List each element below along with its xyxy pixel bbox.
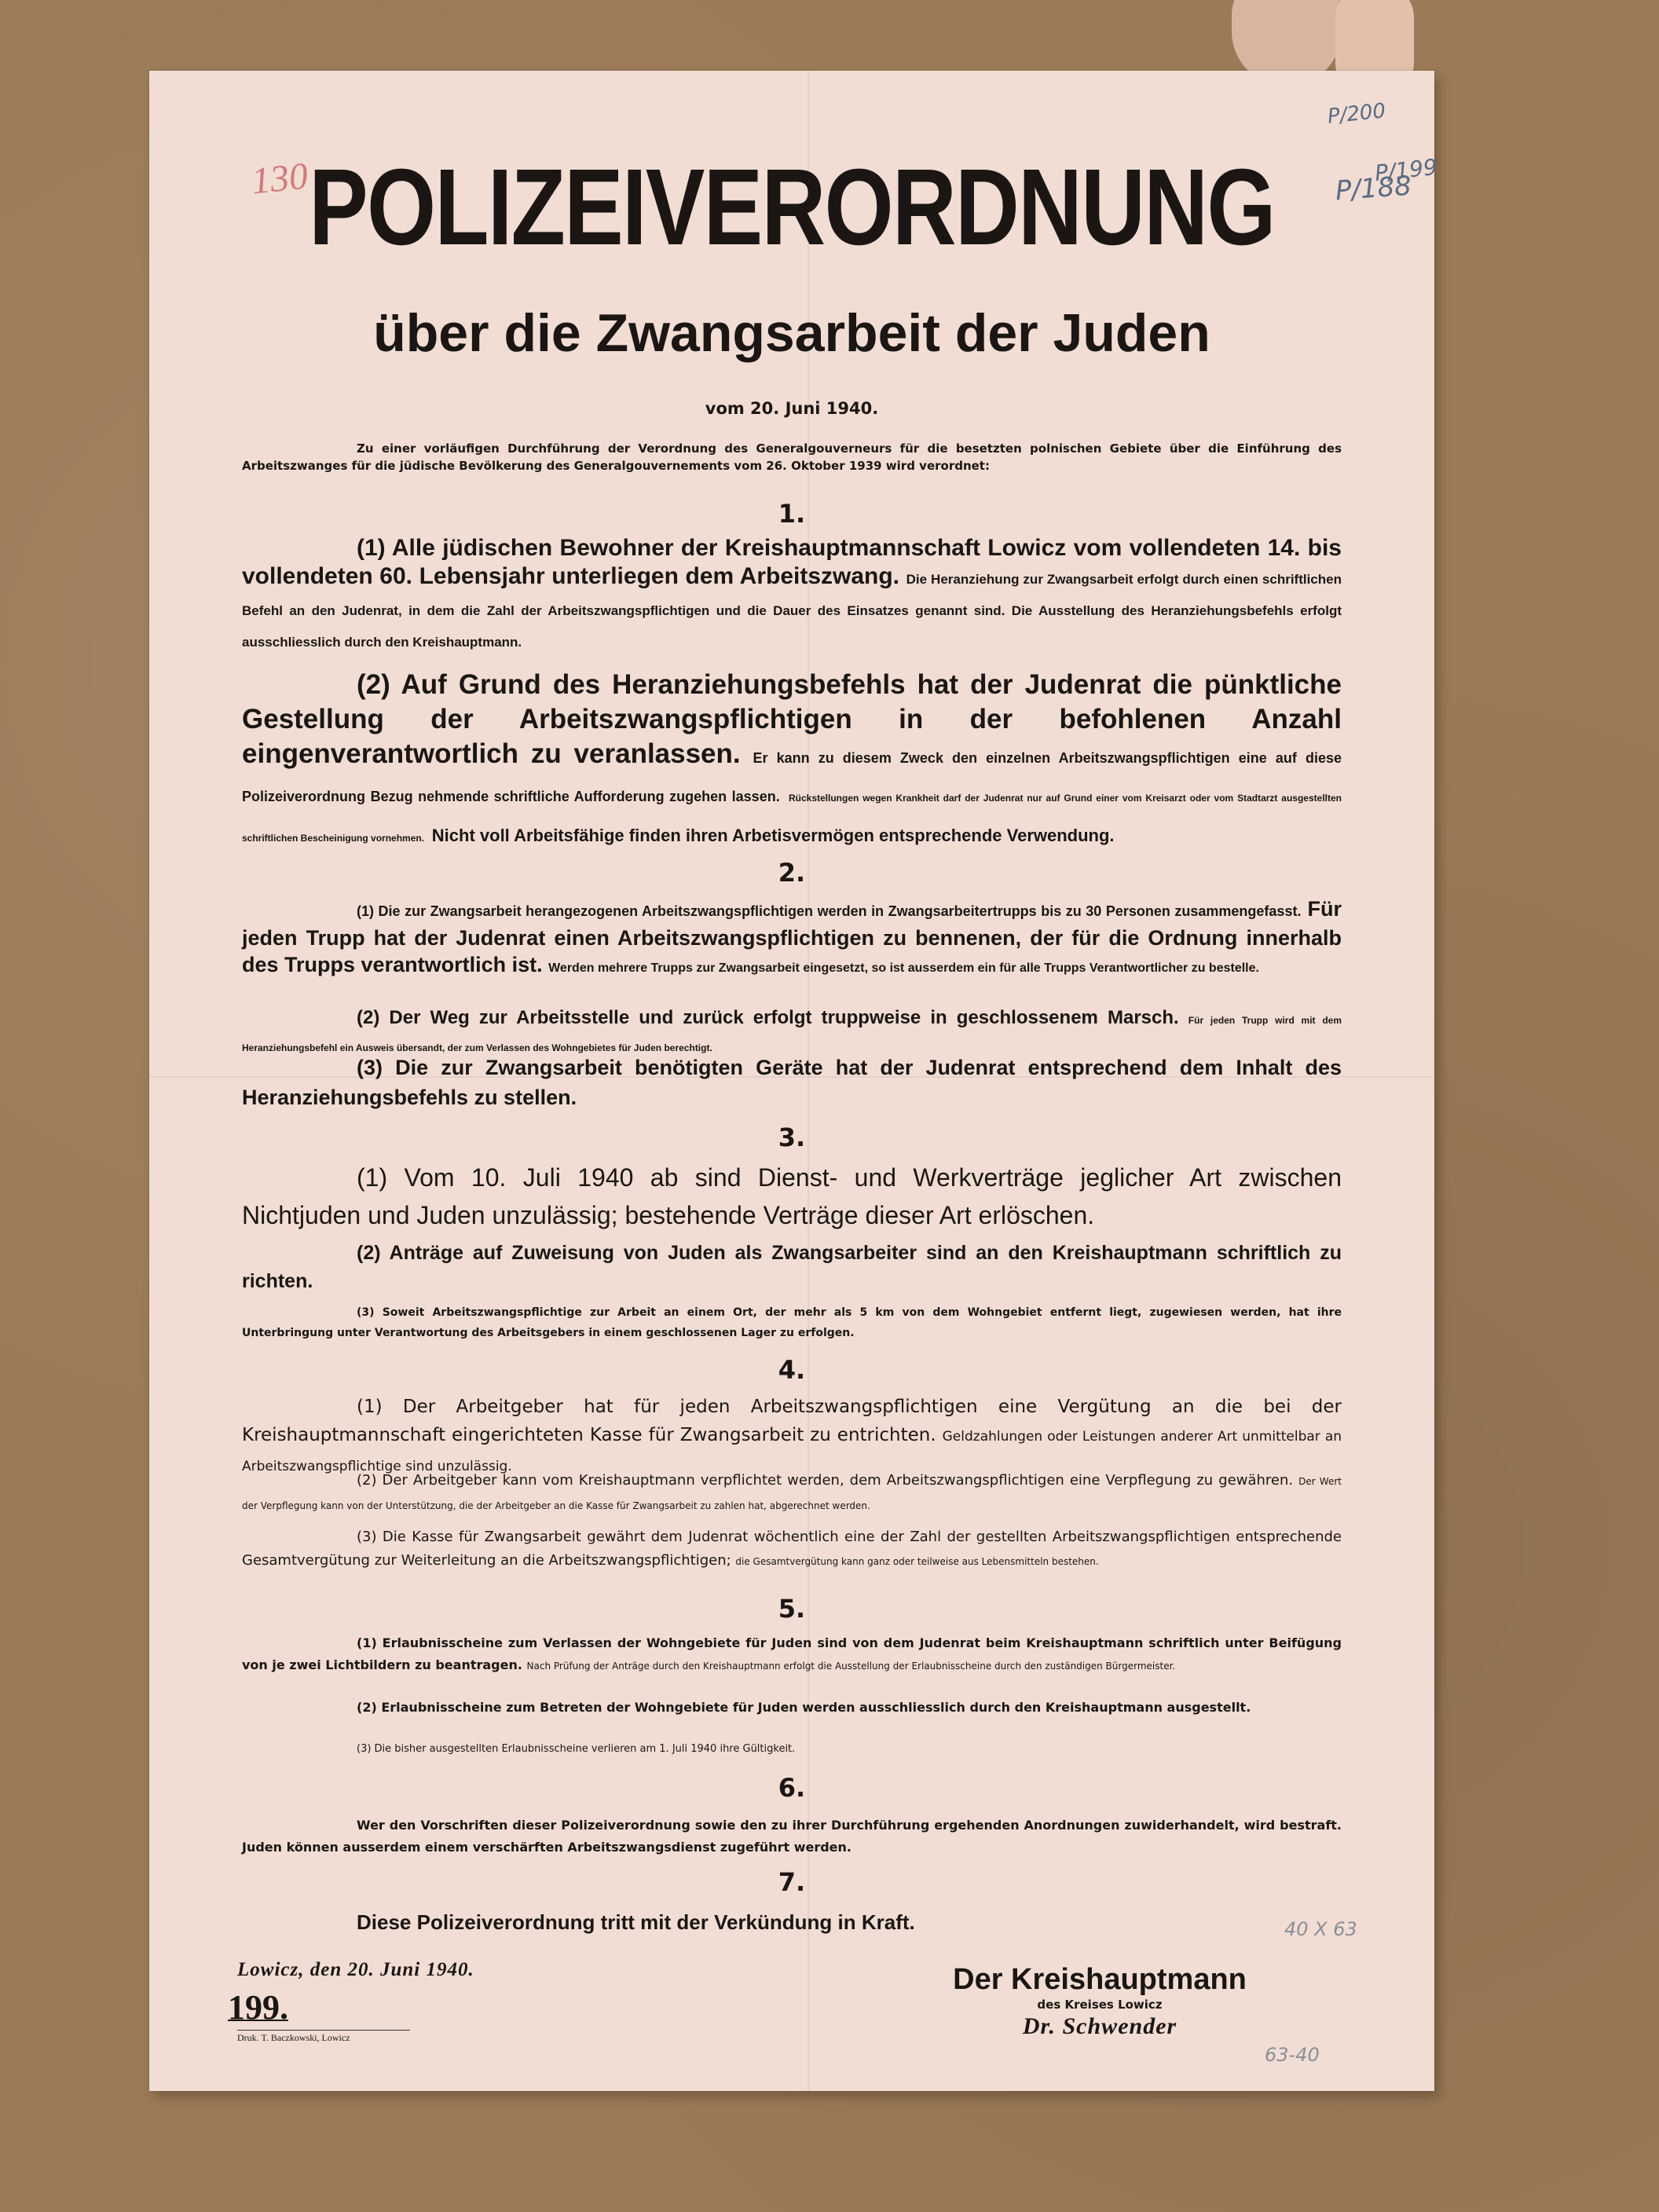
poster [149, 71, 1439, 2091]
section-1-p2-main: (2) Auf Grund des Heranziehungsbefehls hat der Judenrat die pünktliche Gestellung der Arbeitszwangspflichtigen in der befohlenen Anzahl eingenverantwortlich zu veranlassen. [242, 669, 1342, 769]
signer-title: Der Kreishauptmann [953, 1963, 1247, 1996]
section-1-paragraph-1 [242, 534, 1342, 657]
place-and-date: Lowicz, den 20. Juni 1940. [237, 1959, 474, 1980]
section-5-paragraph-3: (3) Die bisher ausgestellten Erlaubnisscheine verlieren am 1. Juli 1940 ihre Gültigkeit. [357, 1743, 796, 1755]
poster-title: POLIZEIVERORDNUNG [309, 147, 1275, 268]
section-1-p2-small: Rückstellungen wegen Krankheit darf der Judenrat nur auf Grund einer vom Kreisarzt oder vom Stadtarzt ausgestellten schriftlichen Bescheinigung vornehmen. [242, 793, 1342, 844]
section-2-p1-a: (1) Die zur Zwangsarbeit herangezogenen Arbeitszwangspflichtigen werden in Zwangsarbeitertrupps bis zu 30 Personen zusammengefasst. [357, 903, 1302, 919]
section-4-p2-a: (2) Der Arbeitgeber kann vom Kreishauptmann verpflichtet werden, dem Arbeitszwangspflichtigen eine Verpflegung zu gewähren. [357, 1472, 1294, 1489]
section-5-p1-a: (1) Erlaubnisscheine zum Verlassen der Wohngebiete für Juden sind von dem Judenrat beim Kreishauptmann schriftlich unter Beifügung von je zwei Lichtbildern zu beantragen. [242, 1635, 1342, 1672]
signature-block [935, 1964, 1265, 2040]
signer-district: des Kreises Lowicz [1037, 1997, 1163, 2012]
section-2-p2-a: (2) Der Weg zur Arbeitsstelle und zurück erfolgt truppweise in geschlossenem Marsch. [357, 1007, 1179, 1028]
section-4-number: 4. [778, 1355, 806, 1385]
section-4-paragraph-1 [242, 1393, 1342, 1481]
section-6-number: 6. [778, 1773, 806, 1803]
section-5-paragraph-2: (2) Erlaubnisscheine zum Betreten der Wohngebiete für Juden werden ausschliesslich durch den Kreishauptmann ausgestellt. [357, 1700, 1251, 1715]
section-2-p1-c: Werden mehrere Trupps zur Zwangsarbeit eingesetzt, so ist ausserdem ein für alle Trupps Verantwortlicher zu bestelle. [548, 961, 1259, 975]
handwritten-archive-2: P/200 [1326, 99, 1387, 129]
section-3-paragraph-1: (1) Vom 10. Juli 1940 ab sind Dienst- und Werkverträge jeglicher Art zwischen Nichtjuden und Juden unzulässig; bestehende Verträge dieser Art erlöschen. [242, 1163, 1342, 1229]
handwritten-size-2: 63-40 [1265, 2044, 1320, 2066]
section-2-p2-b: Für jeden Trupp wird mit dem Heranziehungsbefehl ein Ausweis übersandt, der zum Verlassen des Wohngebietes für Juden berechtigt. [242, 1015, 1342, 1053]
handwritten-red-number: 130 [249, 155, 310, 203]
section-3-paragraph-3: (3) Soweit Arbeitszwangspflichtige zur Arbeit an einem Ort, der mehr als 5 km von dem Wohngebiet entfernt liegt, zugewiesen werden, hat ihre Unterbringung unter Verantwortung des Arbeitsgebers in einem geschlossenen Lager zu erfolgen. [242, 1306, 1342, 1339]
section-4-p3-b: die Gesamtvergütung kann ganz oder teilweise aus Lebensmitteln bestehen. [735, 1556, 1099, 1567]
signer-name: Dr. Schwender [1022, 2012, 1177, 2039]
handwritten-size: 40 X 63 [1284, 1918, 1357, 1940]
section-5-paragraph-1 [242, 1632, 1342, 1677]
section-3-number: 3. [778, 1122, 806, 1152]
section-2-paragraph-3: (3) Die zur Zwangsarbeit benötigten Geräte hat der Judenrat entsprechend dem Inhalt des Heranziehungsbefehls zu stellen. [242, 1056, 1342, 1109]
section-4-paragraph-3 [242, 1525, 1342, 1573]
section-1-number: 1. [778, 499, 806, 529]
section-7-number: 7. [778, 1867, 806, 1897]
section-2-p1-b: Für jeden Trupp hat der Judenrat einen Arbeitszwangspflichtigen zu bennenen, der für die Ordnung innerhalb des Trupps verantwortlich ist. [242, 897, 1342, 976]
section-1-paragraph-2 [242, 668, 1342, 855]
section-4-p3-a: (3) Die Kasse für Zwangsarbeit gewährt dem Judenrat wöchentlich eine der Zahl der gestellten Arbeitszwangspflichtigen entsprechende Gesamtvergütung zur Weiterleitung an die Arbeitszwangspflichtigen; [242, 1529, 1342, 1569]
section-1-p2-end: Nicht voll Arbeitsfähige finden ihren Arbetisvermögen entsprechende Verwendung. [431, 826, 1115, 845]
document-number: 199. [228, 1988, 288, 2027]
section-2-number: 2. [778, 858, 806, 888]
section-4-p1-a: (1) Der Arbeitgeber hat für jeden Arbeitszwangspflichtigen eine Vergütung an die bei der Kreishauptmannschaft eingerichteten Kasse für Zwangsarbeit zu entrichten. [242, 1397, 1342, 1445]
section-4-paragraph-2 [242, 1469, 1342, 1518]
section-1-p1-detail: Die Heranziehung zur Zwangsarbeit erfolgt durch einen schriftlichen Befehl an den Judenrat, in dem die Zahl der Arbeitszwangspflichtigen und die Dauer des Einsatzes genannt sind. Die Ausstellung des Heranziehungsbefehls erfolgt ausschliesslich durch den Kreishauptmann. [242, 572, 1342, 650]
section-5-p1-b: Nach Prüfung der Anträge durch den Kreishauptmann erfolgt die Ausstellung der Erlaubnisscheine durch den zuständigen Bürgermeister. [526, 1661, 1176, 1672]
handwritten-archive-3: P/199 [1373, 153, 1439, 187]
section-1-p1-main: (1) Alle jüdischen Bewohner der Kreishauptmannschaft Lowicz vom vollendeten 14. bis vollendeten 60. Lebensjahr unterliegen dem Arbeitszwang. [242, 535, 1342, 589]
section-3-paragraph-2: (2) Anträge auf Zuweisung von Juden als Zwangsarbeiter sind an den Kreishauptmann schriftlich zu richten. [242, 1242, 1342, 1292]
section-6-paragraph: Wer den Vorschriften dieser Polizeiverordnung sowie den zu ihrer Durchführung ergehenden Anordnungen zuwiderhandelt, wird bestraft. Juden können ausserdem einem verschärften Arbeitszwangsdienst zugeführt werden. [242, 1818, 1342, 1855]
section-4-p1-b: Geldzahlungen oder Leistungen anderer Art unmittelbar an Arbeitszwangspflichtige sind unzulässig. [242, 1429, 1342, 1474]
section-4-p2-b: Der Wert der Verpflegung kann von der Unterstützung, die der Arbeitgeber an die Kasse für Zwangsarbeit zu zahlen hat, abgerechnet werden. [242, 1476, 1342, 1511]
intro-paragraph: Zu einer vorläufigen Durchführung der Verordnung des Generalgouverneurs für die besetzten polnischen Gebiete über die Einführung des Arbeitszwanges für die jüdische Bevölkerung des Generalgouvernements vom 26. Oktober 1939 wird verordnet: [242, 441, 1342, 473]
section-5-number: 5. [778, 1594, 806, 1624]
poster-subtitle: über die Zwangsarbeit der Juden [373, 303, 1210, 363]
section-2-paragraph-1 [242, 895, 1342, 982]
section-1-p2-mid: Er kann zu diesem Zweck den einzelnen Arbeitszwangspflichtigen eine auf diese Polizeiverordnung Bezug nehmende schriftliche Aufforderung zugehen lassen. [242, 750, 1342, 804]
handwritten-archive-1: P/188 [1334, 170, 1413, 207]
poster-date: vom 20. Juni 1940. [705, 399, 879, 418]
section-7-paragraph: Diese Polizeiverordnung tritt mit der Verkündung in Kraft. [357, 1910, 915, 1934]
printer-imprint: Druk. T. Baczkowski, Lowicz [237, 2030, 410, 2044]
